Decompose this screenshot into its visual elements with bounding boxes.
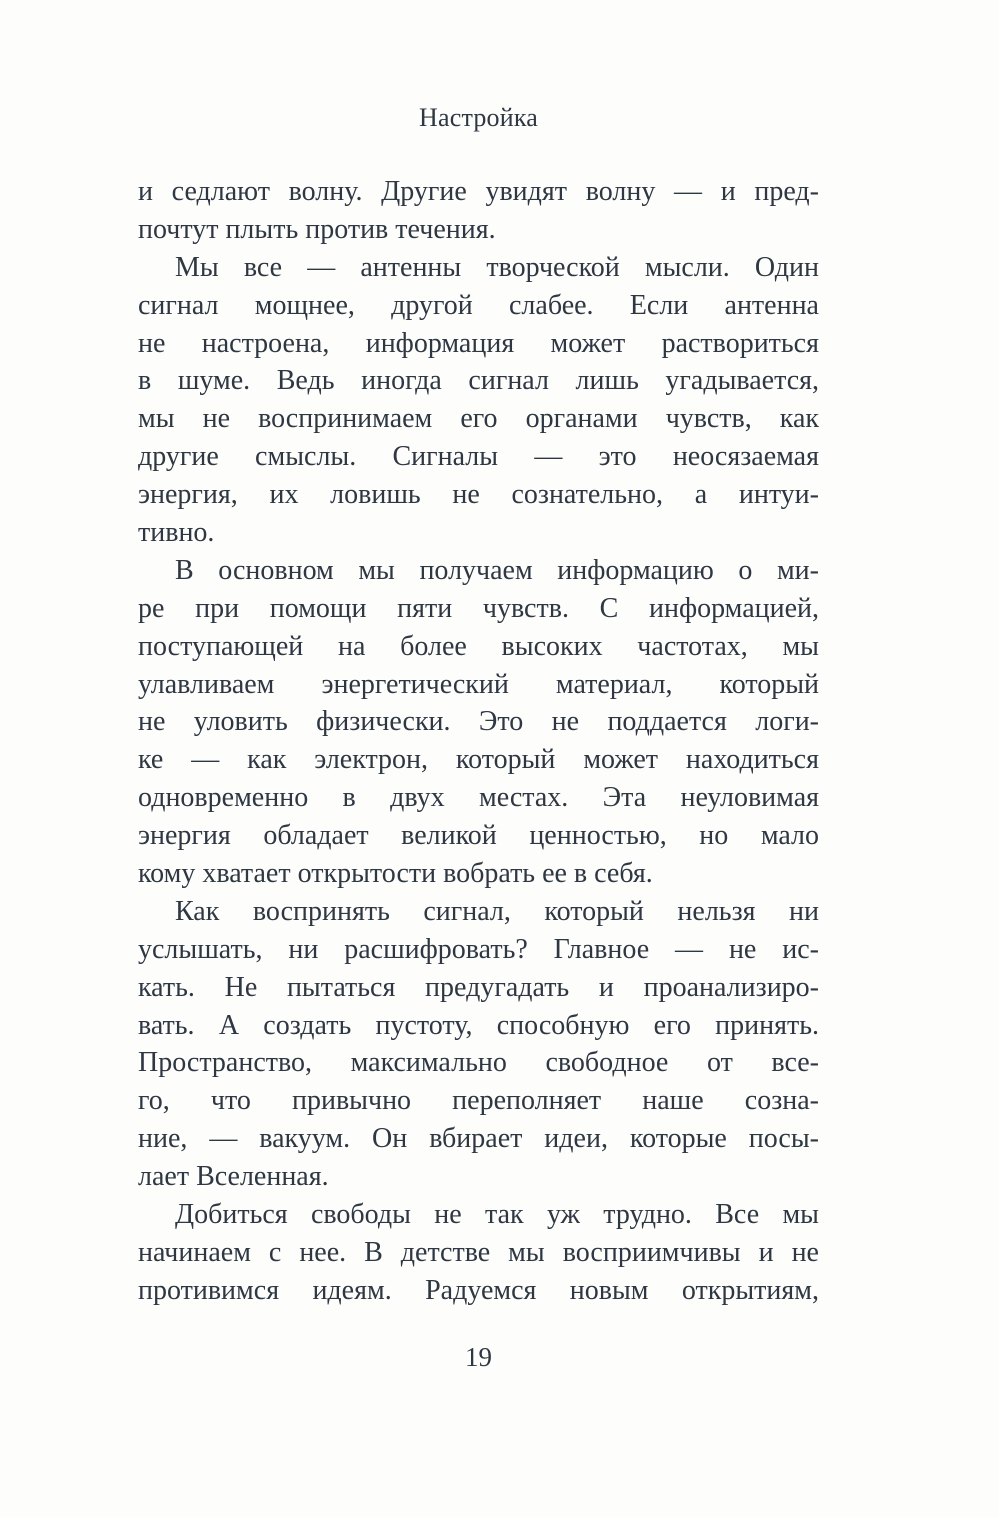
text-line: другие смыслы. Сигналы — это неосязаемая (138, 441, 819, 473)
text-line: В основном мы получаем информацию о ми- (175, 554, 819, 586)
text-line: Пространство, максимально свободное от все- (138, 1047, 819, 1079)
text-line: улавливаем энергетический материал, который (138, 668, 819, 700)
text-line: и седлают волну. Другие увидят волну — и пред- (138, 176, 819, 207)
text-line: Добиться свободы не так уж трудно. Все мы (175, 1199, 819, 1231)
text-line: ние, — вакуум. Он вбирает идеи, которые посы- (138, 1123, 819, 1155)
text-line: ке — как электрон, который может находиться (138, 744, 819, 776)
text-line: начинаем с нее. В детстве мы восприимчивы и не (138, 1236, 819, 1268)
text-line: Мы все — антенны творческой мысли. Один (175, 251, 819, 283)
running-head: Настройка (418, 103, 539, 132)
text-line: вать. А создать пустоту, способную его принять. (138, 1009, 819, 1041)
page-number: 19 (465, 1342, 492, 1372)
text-line: кому хватает открытости вобрать ее в себя. (138, 858, 653, 890)
text-line: почтут плыть против течения. (138, 213, 496, 245)
text-line: мы не воспринимаем его органами чувств, как (138, 403, 819, 435)
text-line: не уловить физически. Это не поддается логи- (138, 706, 819, 738)
text-line: услышать, ни расшифровать? Главное — не ис- (138, 933, 819, 965)
text-line: энергия обладает великой ценностью, но мало (138, 820, 819, 852)
text-line: не настроена, информация может раствориться (138, 327, 819, 359)
text-line: поступающей на более высоких частотах, мы (138, 630, 819, 662)
text-line: лает Вселенная. (138, 1161, 329, 1193)
body-text (138, 173, 819, 1310)
text-line: энергия, их ловишь не сознательно, а интуи- (138, 479, 819, 511)
text-line: ре при помощи пяти чувств. С информацией, (138, 592, 819, 624)
text-line: сигнал мощнее, другой слабее. Если антенна (138, 289, 819, 321)
text-line: го, что привычно переполняет наше созна- (138, 1085, 819, 1117)
text-column (138, 0, 819, 1517)
text-line: одновременно в двух местах. Эта неуловимая (138, 782, 819, 814)
text-line: тивно. (138, 517, 215, 549)
text-line: Как воспринять сигнал, который нельзя ни (175, 895, 819, 927)
text-line: в шуме. Ведь иногда сигнал лишь угадывается, (138, 365, 819, 397)
text-line: противимся идеям. Радуемся новым открытиям, (138, 1274, 819, 1306)
text-line: кать. Не пытаться предугадать и проанализиро- (138, 971, 819, 1003)
